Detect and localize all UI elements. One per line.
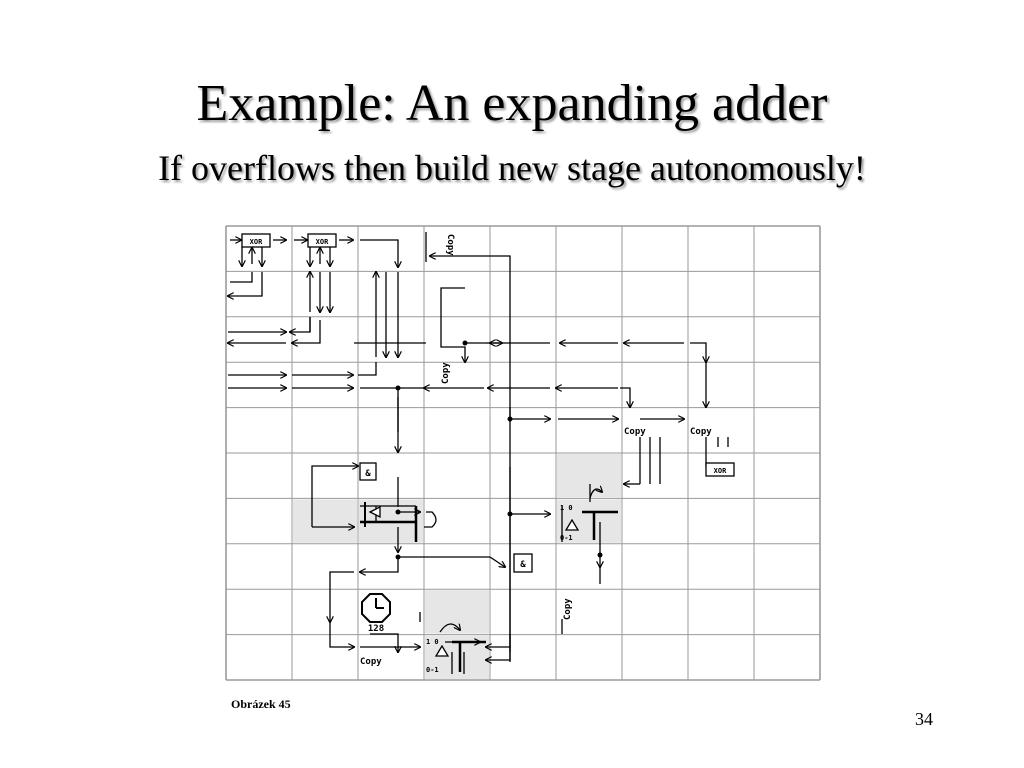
grid-lines [226, 226, 820, 680]
zero-one-label: 0-1 [426, 666, 439, 674]
shaded-cell [293, 499, 357, 542]
copy-label: Copy [445, 234, 455, 256]
xor-gate [706, 463, 734, 476]
and-label: & [365, 469, 371, 479]
zero-one-label: 0-1 [560, 534, 573, 542]
xor-label: XOR [249, 238, 263, 246]
and-gate [360, 463, 376, 480]
page-number: 34 [915, 709, 933, 729]
slide-title: Example: An expanding adder [196, 75, 828, 132]
shaded-cells [293, 454, 621, 679]
xor-gate [242, 234, 270, 247]
slide-subtitle: If overflows then build new stage autonomously! [158, 148, 866, 188]
copy-label: Copy [360, 657, 382, 667]
shaded-cell [557, 454, 621, 497]
xor-label: XOR [713, 467, 727, 475]
one-zero-label: 1 0 [426, 638, 439, 646]
one-zero-label: 1 0 [560, 504, 573, 512]
clock-icon [362, 594, 390, 622]
and-gate [514, 554, 532, 572]
xor-label: XOR [315, 238, 329, 246]
counter-label: 128 [367, 624, 385, 634]
and-label: & [520, 560, 526, 570]
copy-label: Copy [624, 427, 646, 437]
xor-gate [308, 234, 336, 247]
copy-label: Copy [690, 427, 712, 437]
expanding-adder-circuit-grid [220, 222, 826, 684]
copy-label: Copy [563, 598, 573, 620]
copy-label: Copy [441, 362, 451, 384]
figure-caption: Obrázek 45 [231, 697, 291, 711]
